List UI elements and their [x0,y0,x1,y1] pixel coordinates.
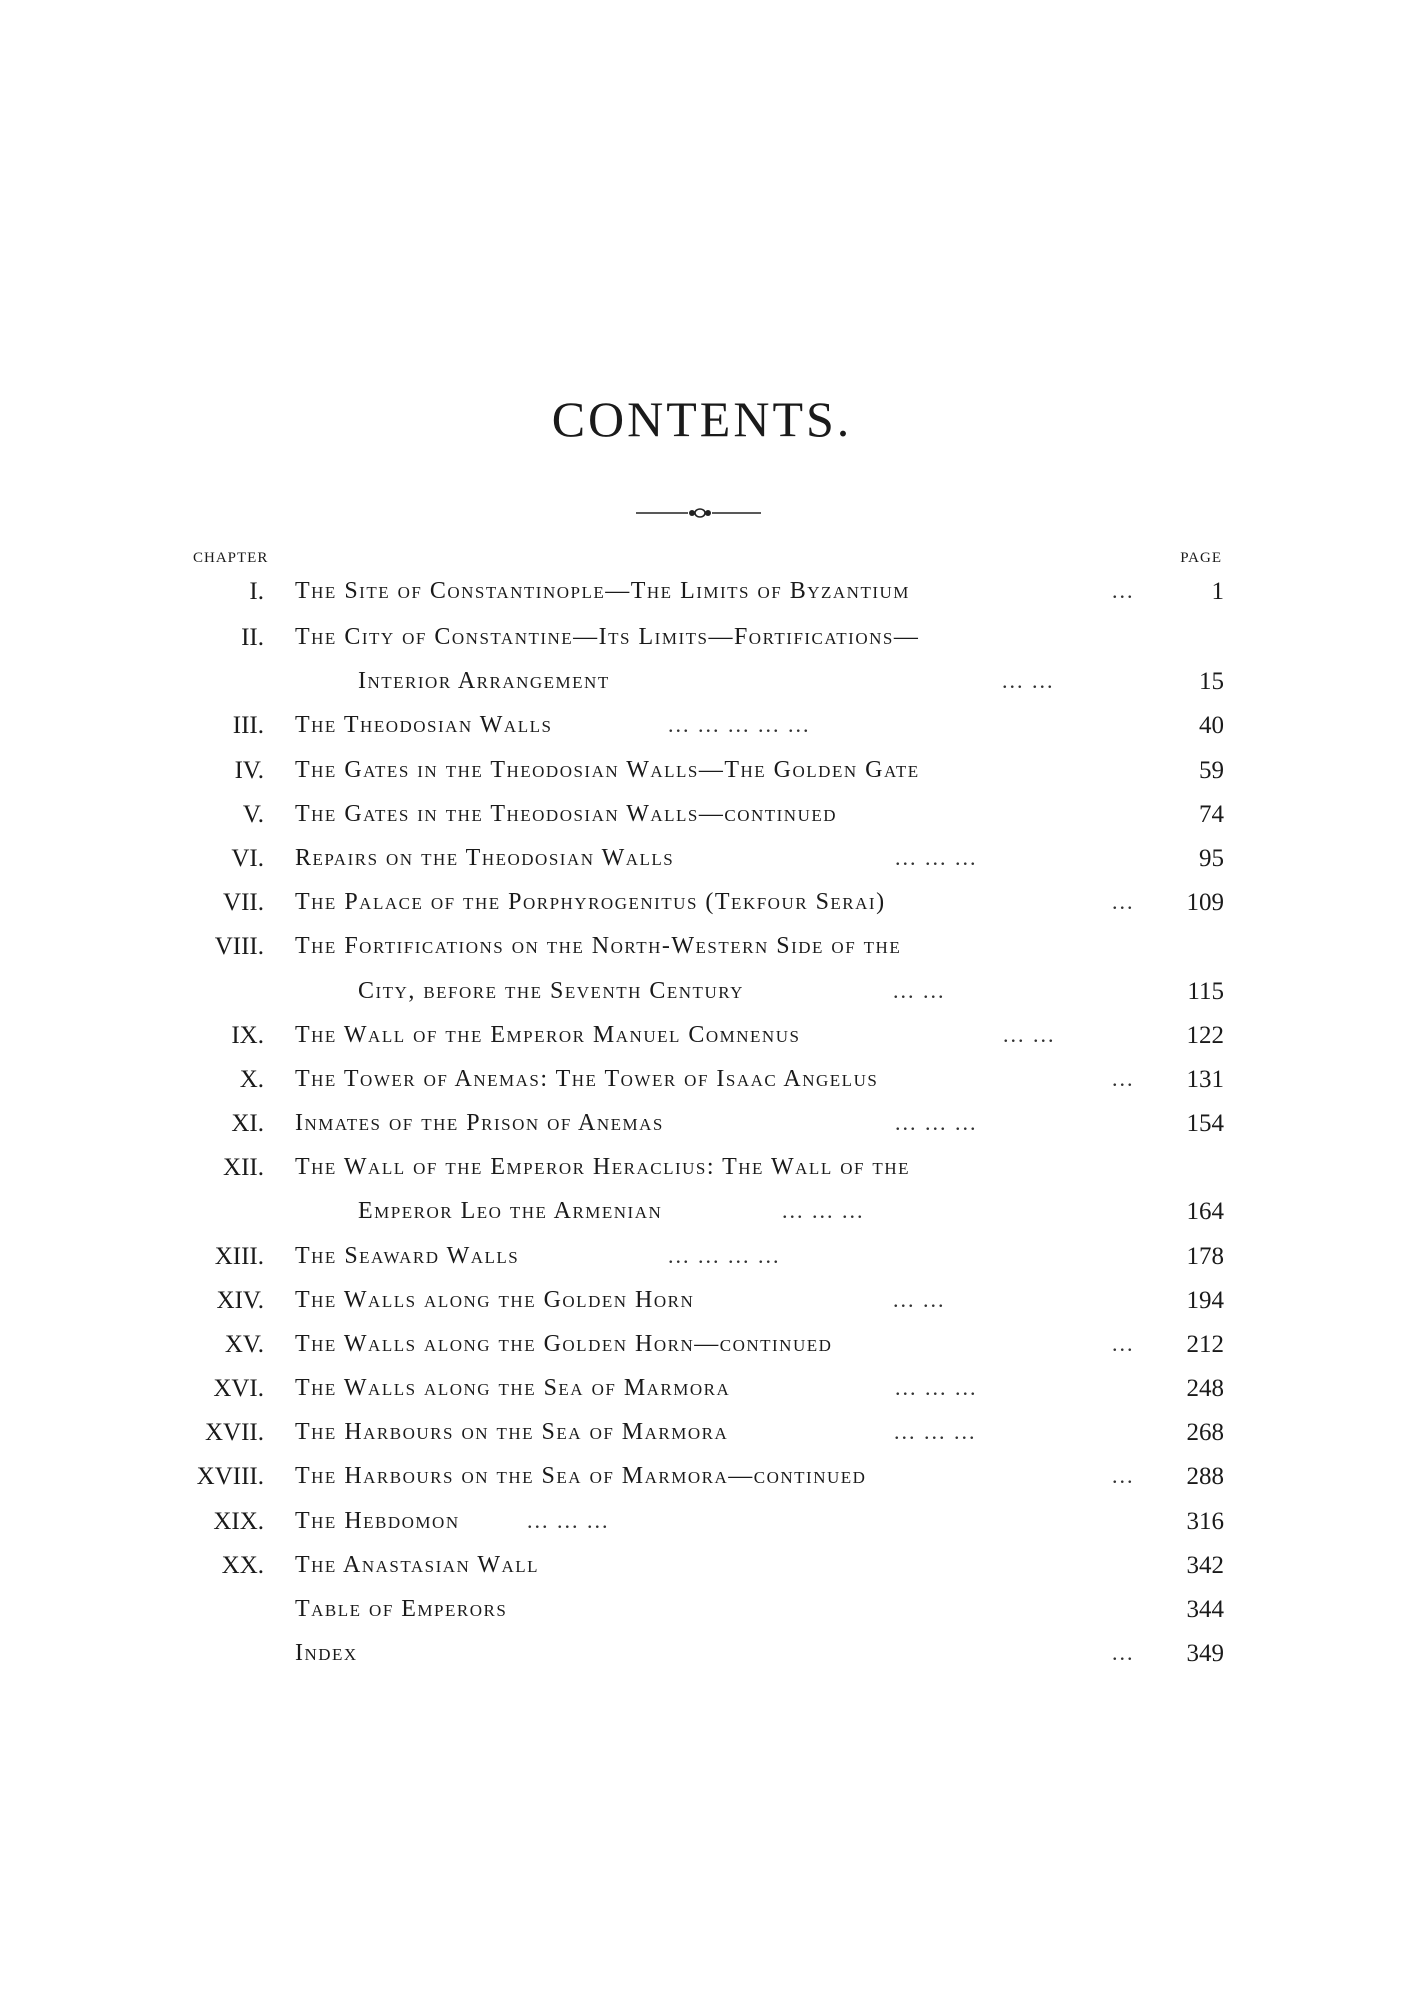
chapter-title: The Wall of the Emperor Heraclius: The Wall of the [295,1154,910,1180]
toc-entry [0,801,1404,843]
chapter-number: XVII. [204,1419,264,1446]
chapter-title: The Wall of the Emperor Manuel Comnenus [295,1022,801,1048]
leader-dots: ... ... ... [895,845,978,870]
leader-dots: ... ... [1003,1022,1056,1047]
chapter-column-label: CHAPTER [193,550,269,566]
chapter-number: I. [249,578,264,605]
chapter-number: VII. [223,889,264,916]
page-number: 164 [1186,1198,1224,1225]
chapter-title: The Anastasian Wall [295,1552,540,1578]
chapter-title: The City of Constantine—Its Limits—Fortifications— [295,624,920,650]
page-number: 288 [1186,1463,1224,1490]
chapter-title: City, before the Seventh Century [358,978,744,1004]
toc-entry [0,624,1404,666]
page-number: 40 [1199,712,1224,739]
chapter-title: The Gates in the Theodosian Walls—continued [295,801,838,827]
chapter-title: The Seaward Walls [295,1243,520,1269]
chapter-number: II. [241,624,264,651]
chapter-number: VI. [231,845,264,872]
chapter-number: VIII. [214,933,264,960]
toc-entry [0,933,1404,975]
chapter-title: The Hebdomon [295,1508,460,1534]
toc-entry [0,712,1404,754]
page-number: 59 [1199,757,1224,784]
page-number: 194 [1186,1287,1224,1314]
chapter-title: Table of Emperors [295,1596,508,1622]
chapter-title: The Fortifications on the North-Western Side of the [295,933,902,959]
chapter-title: The Gates in the Theodosian Walls—The Golden Gate [295,757,920,783]
leader-dots: ... ... [893,1287,946,1312]
chapter-title: Index [295,1640,358,1666]
leader-dots: ... ... [1002,668,1055,693]
leader-dots: ... [1112,1463,1135,1488]
chapter-number: V. [242,801,264,828]
chapter-number: III. [232,712,264,739]
toc-entry [0,1419,1404,1461]
page-number: 316 [1186,1508,1224,1535]
page-number: 268 [1186,1419,1224,1446]
leader-dots: ... ... ... [895,1110,978,1135]
toc-entry [0,668,1404,710]
chapter-number: XIII. [214,1243,264,1270]
page-number: 344 [1186,1596,1224,1623]
chapter-title: The Walls along the Golden Horn—continued [295,1331,833,1357]
chapter-number: IX. [231,1022,264,1049]
chapter-title: Interior Arrangement [358,668,610,694]
leader-dots: ... ... ... [895,1375,978,1400]
chapter-title: The Site of Constantinople—The Limits of Byzantium [295,578,910,604]
toc-entry [0,1022,1404,1064]
leader-dots: ... [1112,578,1135,603]
toc-entry [0,1154,1404,1196]
toc-entry [0,1331,1404,1373]
chapter-number: XV. [224,1331,264,1358]
chapter-number: XI. [231,1110,264,1137]
page-number: 115 [1187,978,1224,1005]
chapter-number: XIV. [216,1287,264,1314]
toc-entry [0,1243,1404,1285]
toc-entry [0,578,1404,620]
chapter-title: The Palace of the Porphyrogenitus (Tekfour Serai) [295,889,886,915]
toc-entry [0,1463,1404,1505]
page-number: 212 [1186,1331,1224,1358]
page-title: CONTENTS. [551,391,853,447]
leader-dots: ... [1112,1640,1135,1665]
chapter-title: The Tower of Anemas: The Tower of Isaac Angelus [295,1066,879,1092]
chapter-title: Inmates of the Prison of Anemas [295,1110,664,1136]
toc-entry [0,978,1404,1020]
toc-entry [0,1110,1404,1152]
page-number: 248 [1186,1375,1224,1402]
toc-entry [0,1375,1404,1417]
chapter-title: The Walls along the Golden Horn [295,1287,695,1313]
chapter-number: XVI. [213,1375,264,1402]
page-number: 349 [1186,1640,1224,1667]
toc-entry [0,1287,1404,1329]
chapter-title: The Harbours on the Sea of Marmora [295,1419,729,1445]
leader-dots: ... ... ... [894,1419,977,1444]
toc-entry [0,845,1404,887]
toc-entry [0,1198,1404,1240]
leader-dots: ... ... ... [782,1198,865,1223]
chapter-number: XII. [223,1154,264,1181]
page-number: 154 [1186,1110,1224,1137]
chapter-title: The Walls along the Sea of Marmora [295,1375,731,1401]
page-number: 342 [1186,1552,1224,1579]
page-number: 122 [1186,1022,1224,1049]
chapter-title: The Theodosian Walls [295,712,553,738]
page-number: 15 [1199,668,1224,695]
leader-dots: ... ... ... [527,1508,610,1533]
leader-dots: ... [1112,889,1135,914]
page-number: 178 [1186,1243,1224,1270]
chapter-number: XVIII. [196,1463,264,1490]
toc-entry [0,889,1404,931]
leader-dots: ... [1112,1331,1135,1356]
chapter-number: IV. [234,757,264,784]
page-number: 1 [1211,578,1224,605]
page-number: 74 [1199,801,1224,828]
page-number: 95 [1199,845,1224,872]
chapter-title: Repairs on the Theodosian Walls [295,845,675,871]
chapter-number: XIX. [213,1508,264,1535]
toc-entry [0,1552,1404,1594]
page-column-label: PAGE [1180,550,1222,566]
chapter-title: The Harbours on the Sea of Marmora—continued [295,1463,867,1489]
page-number: 131 [1186,1066,1224,1093]
leader-dots: ... ... ... ... ... [668,712,811,737]
toc-entry [0,1066,1404,1108]
leader-dots: ... ... [893,978,946,1003]
toc-entry [0,1596,1404,1638]
leader-dots: ... [1112,1066,1135,1091]
chapter-number: X. [239,1066,264,1093]
toc-entry [0,757,1404,799]
toc-entry [0,1508,1404,1550]
chapter-title: Emperor Leo the Armenian [358,1198,663,1224]
page-number: 109 [1186,889,1224,916]
chapter-number: XX. [221,1552,264,1579]
toc-entry [0,1640,1404,1682]
leader-dots: ... ... ... ... [668,1243,781,1268]
